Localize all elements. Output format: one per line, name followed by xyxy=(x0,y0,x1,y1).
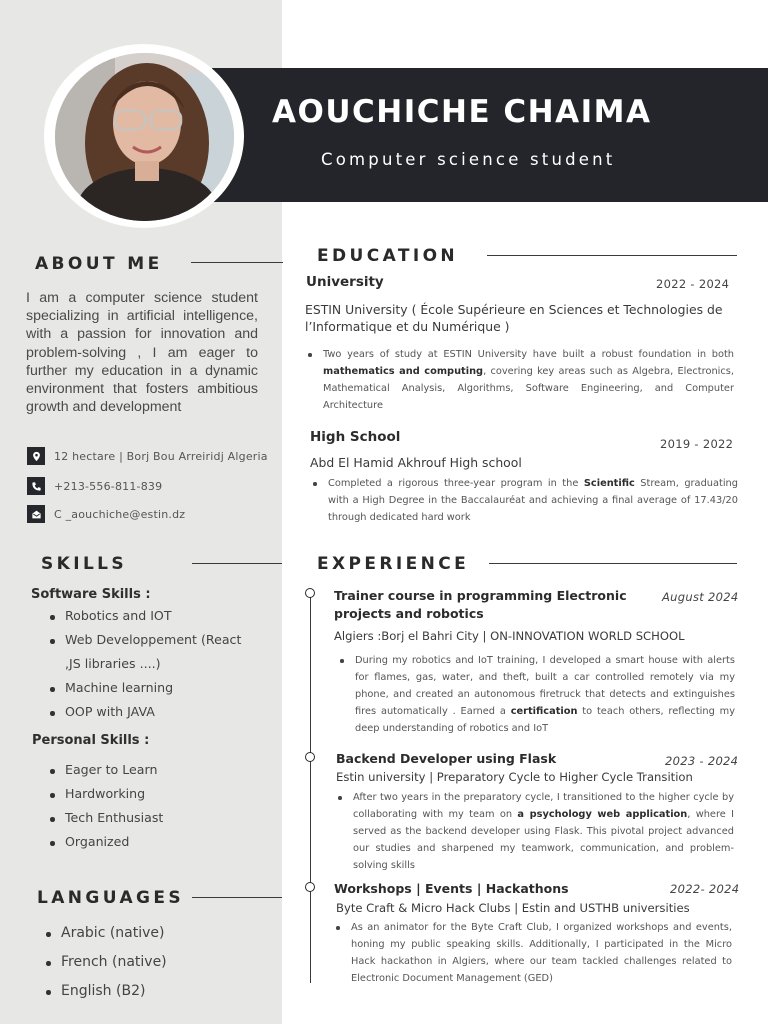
list-item: Organized xyxy=(48,834,163,858)
education-org: Abd El Hamid Akhrouf High school xyxy=(310,455,522,470)
description-text: During my robotics and IoT training, I developed a smart house with alerts for flames, gas, water, and theft, built a car controlled remotely via my phone, and created an autonomous firetruck that detects and extinguishes fires automatically . Earned a xyxy=(355,655,735,717)
software-skills-list xyxy=(48,608,241,728)
contact-address-text: 12 hectare | Borj Bou Arreiridj Algeria xyxy=(54,449,268,463)
skills-divider xyxy=(192,563,282,564)
timeline-node xyxy=(305,752,315,762)
description-text: Two years of study at ESTIN University have built a robust foundation in both xyxy=(323,349,734,360)
experience-description xyxy=(334,919,732,987)
candidate-name: AOUCHICHE CHAIMA xyxy=(272,94,652,130)
contact-phone-text: +213-556-811-839 xyxy=(54,479,163,493)
experience-date: 2023 - 2024 xyxy=(665,754,739,768)
header-banner xyxy=(212,68,768,202)
education-org: ESTIN University ( École Supérieure en Sciences et Technologies de l’Informatique et du Numérique ) xyxy=(305,302,723,334)
experience-date: 2022- 2024 xyxy=(670,882,740,896)
list-item: Arabic (native) xyxy=(44,925,167,954)
contact-phone xyxy=(27,477,162,495)
personal-skills-list xyxy=(48,762,163,858)
software-skills-title: Software Skills : xyxy=(31,587,151,602)
list-item: Web Developpement (React xyxy=(48,632,241,656)
education-description xyxy=(311,475,738,526)
experience-heading: EXPERIENCE xyxy=(317,554,470,574)
about-heading: ABOUT ME xyxy=(35,254,163,274)
languages-list xyxy=(44,925,167,1012)
list-item: French (native) xyxy=(44,954,167,983)
list-item: OOP with JAVA xyxy=(48,704,241,728)
list-item xyxy=(48,656,241,680)
list-item: Machine learning xyxy=(48,680,241,704)
description-text: As an animator for the Byte Craft Club, I organized workshops and events, honing my public speaking skills. Additionally, I participated in the Micro Hack hackathon in Algiers, where our team tackled challenges related to Electronic Document Management (GED) xyxy=(351,922,732,984)
phone-icon xyxy=(27,477,45,495)
experience-title: Trainer course in programming Electronic projects and robotics xyxy=(334,588,627,621)
description-highlight: a psychology web application xyxy=(517,809,688,820)
description-text: After two years in the preparatory cycle, I transitioned to the higher cycle by collaborating with my team on xyxy=(353,792,734,820)
languages-heading: LANGUAGES xyxy=(37,888,185,908)
experience-title: Backend Developer using Flask xyxy=(336,751,557,766)
description-text: , where I served as the backend developer using Flask. This pivotal project advanced our studies and sharpened my teamwork, communication, and problem-solving skills xyxy=(353,809,734,871)
list-item-continuation: ,JS libraries ....) xyxy=(65,656,161,671)
education-date: 2019 - 2022 xyxy=(660,437,734,451)
education-description xyxy=(306,346,734,414)
timeline-node xyxy=(305,588,315,598)
contact-address xyxy=(27,447,268,465)
list-item: Robotics and IOT xyxy=(48,608,241,632)
education-title: University xyxy=(306,274,384,290)
education-date: 2022 - 2024 xyxy=(656,277,730,291)
description-text: to teach others, reflecting my deep understanding of robotics and IoT xyxy=(355,706,735,734)
list-item: Tech Enthusiast xyxy=(48,810,163,834)
location-pin-icon xyxy=(27,447,45,465)
description-highlight: Scientific xyxy=(583,478,635,489)
about-divider xyxy=(191,262,283,263)
experience-timeline xyxy=(310,593,311,983)
timeline-node xyxy=(305,882,315,892)
education-title: High School xyxy=(310,429,401,445)
description-text: , covering key areas such as Algebra, Electronics, Mathematical Analysis, Algorithms, Software Engineering, and Computer Architecture xyxy=(323,366,734,411)
description-text: Completed a rigorous three-year program in the xyxy=(328,478,584,489)
list-item: English (B2) xyxy=(44,983,167,1012)
contact-email-text: C _aouchiche@estin.dz xyxy=(54,507,186,521)
description-highlight: mathematics and computing xyxy=(323,366,484,377)
experience-org: Byte Craft & Micro Hack Clubs | Estin and USTHB universities xyxy=(336,901,690,915)
experience-divider xyxy=(489,563,737,564)
list-item: Hardworking xyxy=(48,786,163,810)
education-divider xyxy=(487,255,737,256)
experience-description xyxy=(336,789,734,874)
languages-divider xyxy=(192,897,282,898)
description-highlight: certification xyxy=(510,706,578,717)
about-text: I am a computer science student specializing in artificial intelligence, with a passion for innovation and problem-solving , I am eager to further my education in a dynamic environment that fosters ambitious growth and development xyxy=(26,290,258,416)
description-text: Stream, graduating with a High Degree in the Baccalauréat and achieving a final average of 17.43/20 through dedicated hard work xyxy=(328,478,738,523)
experience-org: Algiers :Borj el Bahri City | ON-INNOVATION WORLD SCHOOL xyxy=(334,629,685,643)
skills-heading: SKILLS xyxy=(41,554,128,574)
list-item: Eager to Learn xyxy=(48,762,163,786)
personal-skills-title: Personal Skills : xyxy=(32,733,150,748)
experience-title: Workshops | Events | Hackathons xyxy=(334,881,569,896)
email-icon xyxy=(27,505,45,523)
education-heading: EDUCATION xyxy=(317,246,459,266)
candidate-role: Computer science student xyxy=(321,150,616,169)
experience-date: August 2024 xyxy=(662,590,739,604)
experience-description xyxy=(338,652,735,737)
experience-org: Estin university | Preparatory Cycle to Higher Cycle Transition xyxy=(336,770,693,784)
contact-email xyxy=(27,505,185,523)
profile-photo xyxy=(55,53,234,221)
